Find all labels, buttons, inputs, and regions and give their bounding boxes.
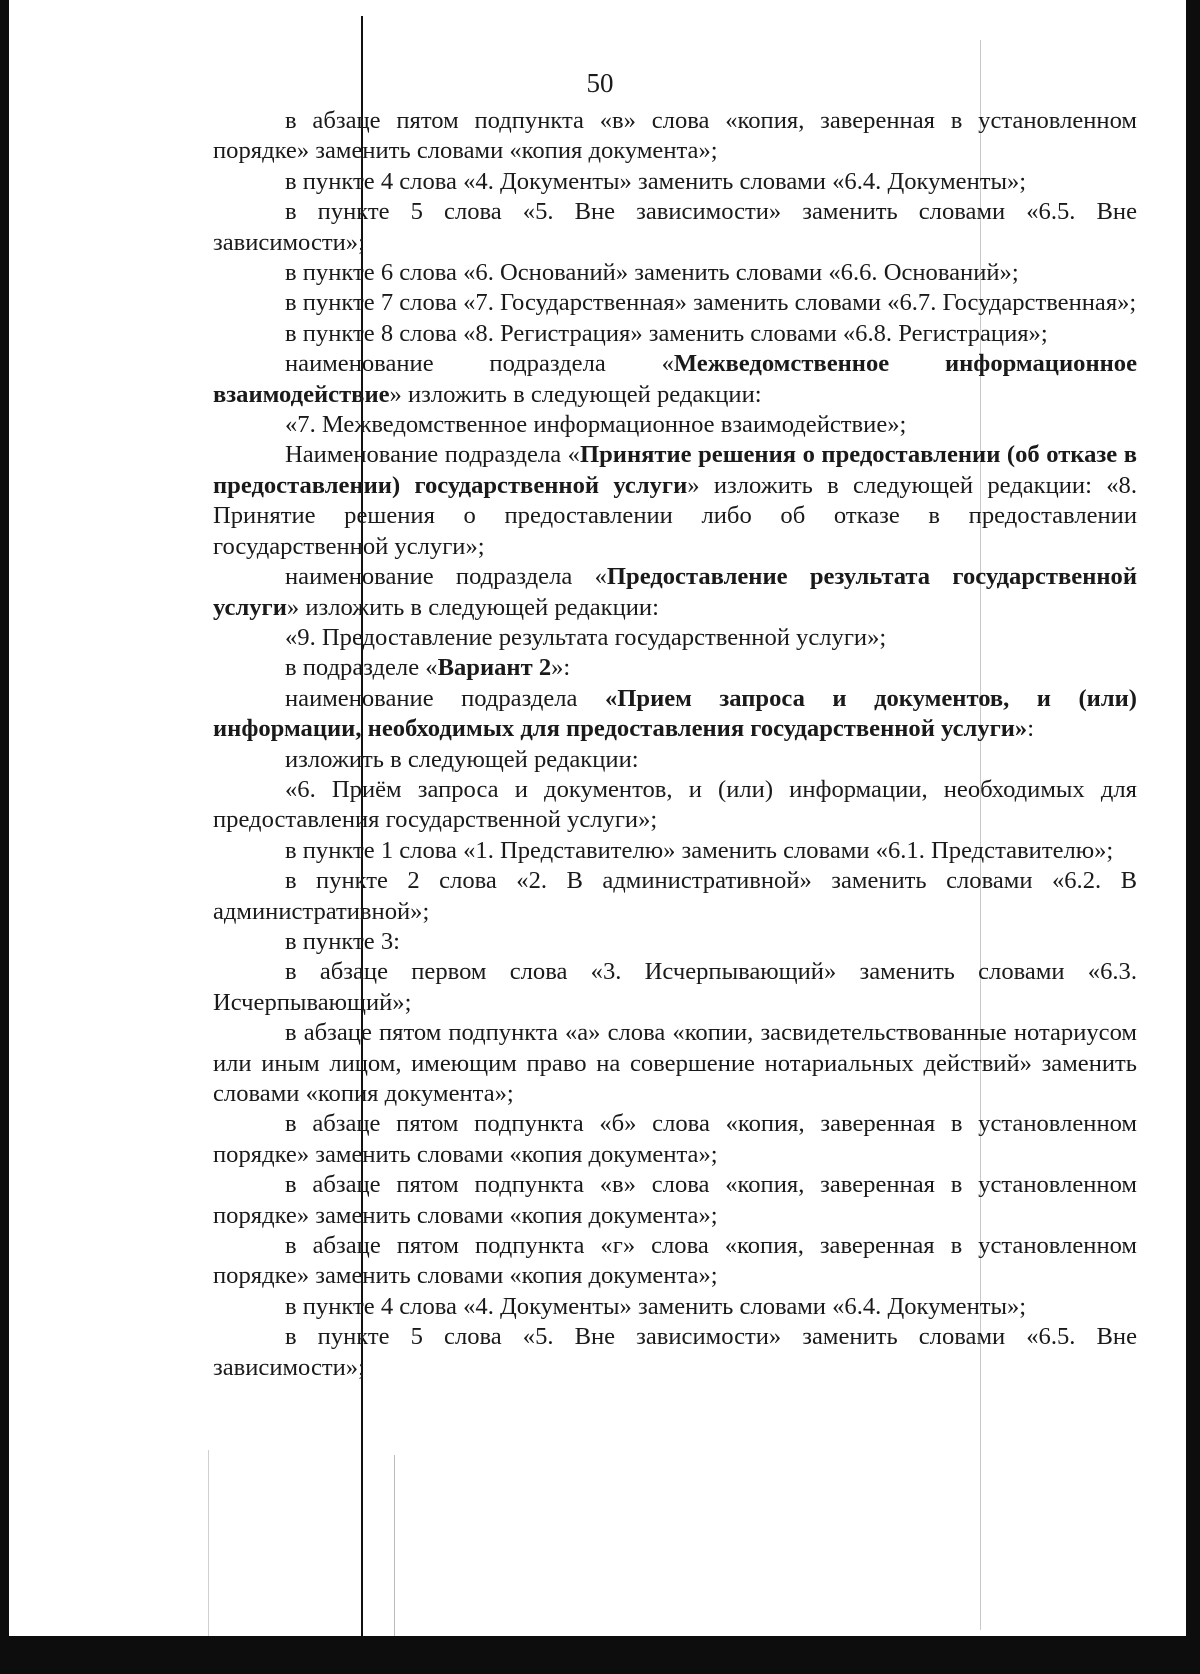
paragraph: в пункте 6 слова «6. Оснований» заменить словами «6.6. Оснований»; [285, 259, 1019, 287]
paragraph: «7. Межведомственное информационное взаимодействие»; [285, 411, 907, 439]
scan-faint-line [208, 1450, 209, 1636]
paragraph: в абзаце пятом подпункта «г» слова «копия, заверенная в установленном порядке» заменить словами «копия документа»; [213, 1232, 1137, 1290]
scan-border-bottom [0, 1636, 1200, 1674]
paragraph: наименование подраздела «Предоставление результата государственной услуги» изложить в следующей редакции: [213, 563, 1137, 621]
paragraph: в пункте 8 слова «8. Регистрация» заменить словами «6.8. Регистрация»; [285, 319, 1048, 347]
paragraph: в пункте 4 слова «4. Документы» заменить словами «6.4. Документы»; [285, 167, 1027, 195]
paragraph: в абзаце пятом подпункта «а» слова «копии, засвидетельствованные нотариусом или иным лицом, имеющим право на совершение нотариальных действий» заменить словами «копия документа»; [213, 1019, 1137, 1107]
paragraph: в пункте 7 слова «7. Государственная» заменить словами «6.7. Государственная»; [285, 289, 1137, 317]
paragraph: «6. Приём запроса и документов, и (или) информации, необходимых для предоставления государственной услуги»; [213, 775, 1137, 834]
paragraph: наименование подраздела «Межведомственное информационное взаимодействие» изложить в следующей редакции: [213, 350, 1137, 408]
paragraph: в абзаце пятом подпункта «б» слова «копия, заверенная в установленном порядке» заменить словами «копия документа»; [213, 1110, 1137, 1168]
paragraph: в пункте 5 слова «5. Вне зависимости» заменить словами «6.5. Вне зависимости»; [213, 1323, 1137, 1381]
paragraph: в пункте 3: [285, 927, 400, 955]
paragraph: в абзаце пятом подпункта «в» слова «копия, заверенная в установленном порядке» заменить словами «копия документа»; [213, 107, 1137, 165]
paragraph: в абзаце пятом подпункта «в» слова «копия, заверенная в установленном порядке» заменить словами «копия документа»; [213, 1171, 1137, 1229]
page-number: 50 [586, 68, 614, 98]
paragraph: в пункте 5 слова «5. Вне зависимости» заменить словами «6.5. Вне зависимости»; [213, 198, 1137, 256]
scan-border-right [1186, 0, 1200, 1674]
paragraph: Наименование подраздела «Принятие решения о предоставлении (об отказе в предоставлении) государственной услуги» изложить в следующей редакции: «8. Принятие решения о предоставлении либо об отказе в предоставлении государственной услуги»; [213, 441, 1137, 560]
paragraph: изложить в следующей редакции: [285, 745, 639, 773]
paragraph: в пункте 4 слова «4. Документы» заменить словами «6.4. Документы»; [285, 1292, 1027, 1320]
paragraph: в пункте 2 слова «2. В административной» заменить словами «6.2. В административной»; [213, 867, 1137, 925]
paragraph: в пункте 1 слова «1. Представителю» заменить словами «6.1. Представителю»; [285, 836, 1114, 864]
document-body [213, 106, 1137, 1383]
scan-border-left [0, 0, 9, 1674]
scan-faint-line [394, 1455, 395, 1636]
paragraph: в подразделе «Вариант 2»: [285, 654, 571, 682]
paragraph: в абзаце первом слова «3. Исчерпывающий» заменить словами «6.3. Исчерпывающий»; [213, 958, 1137, 1016]
paragraph: «9. Предоставление результата государственной услуги»; [285, 623, 887, 651]
paragraph: наименование подраздела «Прием запроса и документов, и (или) информации, необходимых для предоставления государственной услуги»: [213, 684, 1137, 743]
